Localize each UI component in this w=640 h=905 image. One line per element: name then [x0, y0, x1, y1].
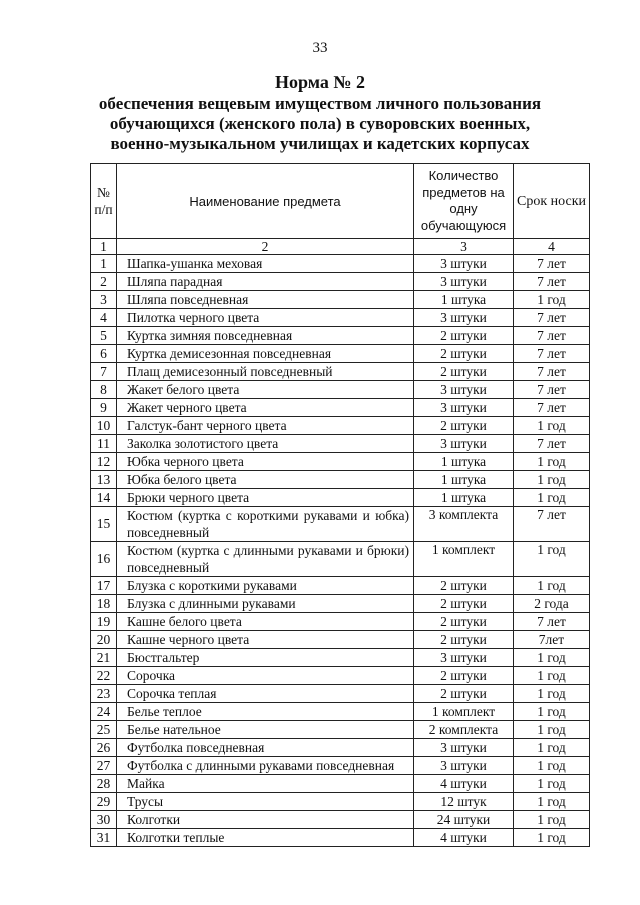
row-item-name: Кашне белого цвета: [117, 613, 414, 631]
row-quantity: 2 штуки: [414, 345, 514, 363]
row-wear-term: 1 год: [514, 577, 590, 595]
row-number: 5: [91, 327, 117, 345]
row-item-name: Блузка с длинными рукавами: [117, 595, 414, 613]
row-number: 29: [91, 793, 117, 811]
table-row: [91, 542, 590, 577]
row-wear-term: 7лет: [514, 631, 590, 649]
table-row: [91, 273, 590, 291]
row-item-name: Трусы: [117, 793, 414, 811]
row-quantity: 3 комплекта: [414, 507, 514, 542]
row-wear-term: 1 год: [514, 667, 590, 685]
norm-subtitle-line-1: обеспечения вещевым имуществом личного пользования: [98, 94, 542, 113]
row-item-name: Колготки теплые: [117, 829, 414, 847]
row-item-name: Футболка с длинными рукавами повседневная: [117, 757, 414, 775]
row-quantity: 1 штука: [414, 489, 514, 507]
row-item-name: Юбка черного цвета: [117, 453, 414, 471]
column-index: 4: [514, 239, 590, 255]
row-quantity: 1 штука: [414, 453, 514, 471]
row-wear-term: 1 год: [514, 775, 590, 793]
row-quantity: 1 комплект: [414, 542, 514, 577]
row-wear-term: 7 лет: [514, 435, 590, 453]
row-number: 27: [91, 757, 117, 775]
row-number: 26: [91, 739, 117, 757]
row-number: 16: [91, 542, 117, 577]
row-wear-term: 1 год: [514, 453, 590, 471]
row-quantity: 3 штуки: [414, 649, 514, 667]
row-number: 11: [91, 435, 117, 453]
column-index: 2: [117, 239, 414, 255]
row-item-name: Костюм (куртка с короткими рукавами и юбка) повседневный: [117, 507, 414, 542]
row-item-name: Кашне черного цвета: [117, 631, 414, 649]
norm-title: Норма № 2: [275, 72, 365, 92]
row-quantity: 3 штуки: [414, 273, 514, 291]
row-quantity: 2 штуки: [414, 667, 514, 685]
table-row: [91, 739, 590, 757]
row-item-name: Сорочка: [117, 667, 414, 685]
row-quantity: 2 штуки: [414, 613, 514, 631]
row-quantity: 1 штука: [414, 471, 514, 489]
table-row: [91, 757, 590, 775]
row-item-name: Заколка золотистого цвета: [117, 435, 414, 453]
row-number: 3: [91, 291, 117, 309]
row-wear-term: 1 год: [514, 489, 590, 507]
column-index: 1: [91, 239, 117, 255]
row-item-name: Плащ демисезонный повседневный: [117, 363, 414, 381]
row-number: 13: [91, 471, 117, 489]
row-number: 14: [91, 489, 117, 507]
table-row: [91, 471, 590, 489]
row-wear-term: 1 год: [514, 703, 590, 721]
row-wear-term: 7 лет: [514, 327, 590, 345]
table-row: [91, 613, 590, 631]
row-quantity: 4 штуки: [414, 775, 514, 793]
row-number: 20: [91, 631, 117, 649]
table-row: [91, 399, 590, 417]
row-wear-term: 7 лет: [514, 613, 590, 631]
header-number: № п/п: [91, 164, 117, 239]
row-number: 28: [91, 775, 117, 793]
row-quantity: 3 штуки: [414, 399, 514, 417]
row-item-name: Белье теплое: [117, 703, 414, 721]
row-item-name: Брюки черного цвета: [117, 489, 414, 507]
row-item-name: Шляпа парадная: [117, 273, 414, 291]
row-wear-term: 1 год: [514, 417, 590, 435]
row-number: 4: [91, 309, 117, 327]
row-wear-term: 1 год: [514, 793, 590, 811]
row-item-name: Костюм (куртка с длинными рукавами и брюки) повседневный: [117, 542, 414, 577]
table-body: [91, 255, 590, 847]
row-quantity: 2 штуки: [414, 685, 514, 703]
row-number: 23: [91, 685, 117, 703]
header-wear-term: Срок носки: [514, 164, 590, 239]
table-header-row: [91, 164, 590, 239]
table-row: [91, 255, 590, 273]
table-row: [91, 381, 590, 399]
table-row: [91, 775, 590, 793]
table-row: [91, 793, 590, 811]
row-item-name: Майка: [117, 775, 414, 793]
document-heading: [60, 72, 580, 154]
row-number: 2: [91, 273, 117, 291]
table-row: [91, 811, 590, 829]
row-quantity: 3 штуки: [414, 435, 514, 453]
header-quantity: Количество предметов на одну обучающуюся: [414, 164, 514, 239]
row-number: 24: [91, 703, 117, 721]
row-wear-term: 1 год: [514, 291, 590, 309]
table-row: [91, 685, 590, 703]
row-quantity: 2 комплекта: [414, 721, 514, 739]
row-item-name: Шляпа повседневная: [117, 291, 414, 309]
row-item-name: Сорочка теплая: [117, 685, 414, 703]
table-row: [91, 577, 590, 595]
row-quantity: 2 штуки: [414, 631, 514, 649]
row-item-name: Колготки: [117, 811, 414, 829]
table-row: [91, 363, 590, 381]
table-row: [91, 829, 590, 847]
norm-subtitle-line-3: военно-музыкальном училищах и кадетских корпусах: [110, 134, 530, 153]
row-wear-term: 1 год: [514, 471, 590, 489]
row-wear-term: 1 год: [514, 649, 590, 667]
row-quantity: 4 штуки: [414, 829, 514, 847]
table-row: [91, 291, 590, 309]
row-number: 22: [91, 667, 117, 685]
row-wear-term: 7 лет: [514, 381, 590, 399]
row-quantity: 24 штуки: [414, 811, 514, 829]
row-wear-term: 1 год: [514, 811, 590, 829]
row-number: 17: [91, 577, 117, 595]
row-wear-term: 2 года: [514, 595, 590, 613]
row-number: 1: [91, 255, 117, 273]
row-number: 10: [91, 417, 117, 435]
row-number: 18: [91, 595, 117, 613]
row-number: 19: [91, 613, 117, 631]
row-item-name: Блузка с короткими рукавами: [117, 577, 414, 595]
row-quantity: 3 штуки: [414, 757, 514, 775]
row-item-name: Жакет черного цвета: [117, 399, 414, 417]
row-wear-term: 1 год: [514, 739, 590, 757]
table-row: [91, 489, 590, 507]
row-item-name: Бюстгальтер: [117, 649, 414, 667]
header-item-name: Наименование предмета: [117, 164, 414, 239]
row-quantity: 3 штуки: [414, 381, 514, 399]
row-wear-term: 1 год: [514, 829, 590, 847]
row-wear-term: 1 год: [514, 542, 590, 577]
table-row: [91, 631, 590, 649]
table-row: [91, 703, 590, 721]
row-number: 15: [91, 507, 117, 542]
row-quantity: 2 штуки: [414, 363, 514, 381]
row-number: 6: [91, 345, 117, 363]
row-item-name: Шапка-ушанка меховая: [117, 255, 414, 273]
row-item-name: Футболка повседневная: [117, 739, 414, 757]
row-item-name: Куртка зимняя повседневная: [117, 327, 414, 345]
row-wear-term: 1 год: [514, 721, 590, 739]
table-row: [91, 667, 590, 685]
table-row: [91, 309, 590, 327]
row-item-name: Жакет белого цвета: [117, 381, 414, 399]
table-row: [91, 327, 590, 345]
row-quantity: 1 штука: [414, 291, 514, 309]
table-row: [91, 507, 590, 542]
row-quantity: 2 штуки: [414, 417, 514, 435]
row-quantity: 3 штуки: [414, 739, 514, 757]
row-number: 25: [91, 721, 117, 739]
row-wear-term: 7 лет: [514, 363, 590, 381]
row-quantity: 2 штуки: [414, 327, 514, 345]
row-wear-term: 7 лет: [514, 507, 590, 542]
row-number: 21: [91, 649, 117, 667]
column-index: 3: [414, 239, 514, 255]
row-number: 8: [91, 381, 117, 399]
row-number: 31: [91, 829, 117, 847]
supply-norm-table: [90, 163, 590, 847]
table-row: [91, 649, 590, 667]
row-item-name: Куртка демисезонная повседневная: [117, 345, 414, 363]
row-item-name: Галстук-бант черного цвета: [117, 417, 414, 435]
row-item-name: Юбка белого цвета: [117, 471, 414, 489]
row-quantity: 1 комплект: [414, 703, 514, 721]
page-number: 33: [312, 40, 328, 56]
row-wear-term: 7 лет: [514, 345, 590, 363]
row-wear-term: 1 год: [514, 685, 590, 703]
row-wear-term: 7 лет: [514, 273, 590, 291]
row-wear-term: 7 лет: [514, 309, 590, 327]
row-quantity: 3 штуки: [414, 255, 514, 273]
row-number: 12: [91, 453, 117, 471]
row-wear-term: 7 лет: [514, 255, 590, 273]
table-row: [91, 721, 590, 739]
row-quantity: 2 штуки: [414, 577, 514, 595]
row-wear-term: 1 год: [514, 757, 590, 775]
row-quantity: 2 штуки: [414, 595, 514, 613]
row-item-name: Пилотка черного цвета: [117, 309, 414, 327]
column-index-row: [91, 239, 590, 255]
row-number: 9: [91, 399, 117, 417]
table-row: [91, 417, 590, 435]
row-quantity: 3 штуки: [414, 309, 514, 327]
row-quantity: 12 штук: [414, 793, 514, 811]
row-number: 30: [91, 811, 117, 829]
table-row: [91, 595, 590, 613]
row-number: 7: [91, 363, 117, 381]
table-row: [91, 435, 590, 453]
table-row: [91, 345, 590, 363]
row-wear-term: 7 лет: [514, 399, 590, 417]
norm-subtitle-line-2: обучающихся (женского пола) в суворовских военных,: [109, 114, 531, 133]
table-row: [91, 453, 590, 471]
row-item-name: Белье нательное: [117, 721, 414, 739]
